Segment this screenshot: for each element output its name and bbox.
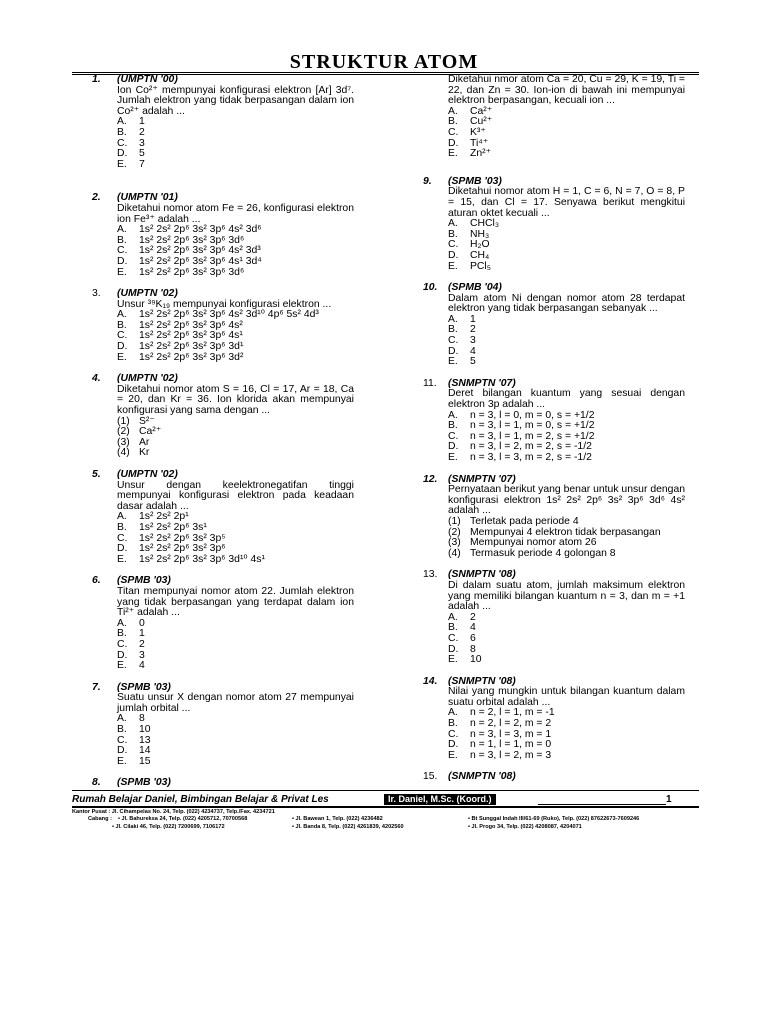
option-label: (4) [117, 447, 130, 459]
question-text: Suatu unsur X dengan nomor atom 27 mempunyai jumlah orbital ... [117, 692, 354, 714]
answer-option [448, 645, 685, 656]
question-number: 6. [92, 575, 101, 587]
question-text: Ion Co²⁺ mempunyai konfigurasi elektron [Ar] 3d⁷. Jumlah elektron yang tidak berpasangan dalam ion Co²⁺ adalah ... [117, 84, 354, 117]
answer-option [117, 746, 354, 757]
question-number: 7. [92, 681, 101, 693]
option-label: B. [448, 622, 458, 634]
question-item [92, 193, 354, 278]
option-text: 1s² 2s² 2p⁶ 3s² 3p⁶ 4s¹ 3d⁴ [139, 255, 262, 267]
option-text: n = 3, l = 1, m = 0, s = +1/2 [470, 420, 595, 432]
question-item [423, 283, 685, 368]
option-text: H₂O [470, 239, 490, 251]
option-text: Mempunyai 4 elektron tidak berpasangan [470, 526, 661, 538]
option-text: 1 [139, 628, 145, 640]
footer-divider-thick [72, 806, 699, 808]
option-label: C. [117, 638, 128, 650]
option-label: B. [117, 628, 127, 640]
option-label: E. [117, 158, 127, 170]
option-label: (4) [448, 547, 461, 559]
option-text: n = 2, l = 2, m = 2 [470, 718, 552, 730]
footer-address: • Jl. Bahureksa 24, Telp. (022) 4205712, 70700568 [118, 816, 248, 822]
option-label: (1) [117, 415, 130, 427]
option-label: D. [448, 345, 459, 357]
option-text: n = 3, l = 1, m = 2, s = +1/2 [470, 430, 595, 442]
option-label: D. [117, 543, 128, 555]
option-text: n = 3, l = 3, m = 2, s = -1/2 [470, 452, 592, 463]
question-number: 8. [92, 777, 101, 789]
option-text: Ti⁴⁺ [470, 137, 489, 149]
question-item [92, 470, 354, 565]
option-text: CH₄ [470, 249, 490, 261]
question-source: (UMPTN '02) [117, 373, 178, 385]
answer-option [448, 655, 685, 666]
question-text: Diketahui nomor atom S = 16, Cl = 17, Ar = 18, Ca = 20, dan Kr = 36. Ion klorida akan mempunyai konfigurasi yang sama dengan ... [117, 383, 354, 417]
question-number: 5. [92, 469, 101, 480]
option-text: 1s² 2s² 2p⁶ 3s² 3p⁶ 3d¹⁰ 4s¹ [139, 553, 265, 565]
answer-option [117, 427, 354, 438]
question-item [92, 374, 354, 459]
answer-option [117, 725, 354, 736]
page-title: STRUKTUR ATOM [289, 51, 479, 73]
option-label: (3) [448, 537, 461, 549]
option-text: 1s² 2s² 2p¹ [139, 511, 189, 523]
question-source: (SPMB '03) [117, 681, 171, 693]
option-label: C. [117, 245, 128, 257]
option-text: 6 [470, 632, 476, 644]
option-text: Terletak pada periode 4 [470, 515, 579, 527]
question-number: 1. [92, 74, 101, 85]
answer-option [448, 128, 685, 139]
answer-option [448, 613, 685, 624]
answer-option [117, 438, 354, 449]
option-text: 1s² 2s² 2p⁶ 3s² 3p⁶ [139, 543, 226, 555]
option-text: 8 [470, 643, 476, 655]
question-text: Unsur ³⁹K₁₉ mempunyai konfigurasi elektron ... [117, 298, 332, 310]
option-label: C. [448, 430, 459, 442]
question-text: Diketahui nmor atom Ca = 20, Cu = 29, K = 19, Ti = 22, dan Zn = 30. Ion-ion di bawah ini mempunyai elektron berpasangan, kecuali ion ... [448, 74, 685, 107]
question-text: Dalam atom Ni dengan nomor atom 28 terdapat elektron yang tidak berpasangan sebanyak ... [448, 292, 685, 315]
option-label: C. [117, 137, 128, 149]
question-source: (SPMB '03) [448, 175, 502, 187]
option-label: C. [117, 330, 128, 342]
option-label: E. [117, 755, 127, 767]
answer-option [117, 629, 354, 640]
option-text: 1 [470, 313, 476, 325]
option-text: Mempunyai nomor atom 26 [470, 537, 597, 549]
option-text: 1s² 2s² 2p⁶ 3s² 3p⁶ 4s² 3d⁶ [139, 224, 262, 236]
question-source: (SNMPTN '08) [448, 569, 516, 581]
option-label: A. [448, 707, 458, 719]
option-text: NH₃ [470, 228, 490, 240]
question-number: 12. [423, 473, 438, 485]
answer-option [117, 651, 354, 662]
answer-option [448, 549, 685, 560]
answer-option [117, 555, 354, 566]
question-text: Nilai yang mungkin untuk bilangan kuantum dalam suatu orbital adalah ... [448, 686, 685, 708]
option-text: 1s² 2s² 2p⁶ 3s² 3p⁶ 3d² [139, 351, 244, 363]
option-label: B. [117, 521, 127, 533]
option-text: 1s² 2s² 2p⁶ 3s¹ [139, 521, 207, 533]
option-label: A. [117, 617, 127, 629]
footer-institution: Rumah Belajar Daniel, Bimbingan Belajar & Privat Les [72, 794, 329, 805]
answer-option [448, 634, 685, 645]
page-number: 1 [666, 794, 672, 805]
answer-option [448, 517, 685, 528]
option-text: 2 [470, 324, 476, 336]
option-label: E. [117, 553, 127, 565]
answer-option [117, 257, 354, 268]
answer-option [448, 623, 685, 634]
answer-option [117, 128, 354, 139]
option-text: 2 [139, 638, 145, 650]
question-source: (SPMB '04) [448, 282, 502, 294]
option-label: E. [448, 654, 458, 666]
option-text: n = 3, l = 0, m = 0, s = +1/2 [470, 409, 595, 421]
answer-option [448, 357, 685, 368]
question-source: (UMPTN '00) [117, 74, 178, 85]
option-label: D. [448, 137, 459, 149]
question-source: (SNMPTN '07) [448, 473, 516, 485]
answer-option [448, 336, 685, 347]
option-text: 3 [139, 137, 145, 149]
question-text: Diketahui nomor atom H = 1, C = 6, N = 7, O = 8, P = 15, dan Cl = 17. Senyawa berikut mengkitui aturan oktet kecuali ... [448, 186, 685, 219]
option-text: Ca²⁺ [139, 426, 162, 438]
option-label: E. [117, 660, 127, 672]
answer-option [117, 139, 354, 150]
question-number: 11. [423, 377, 437, 389]
option-text: Kr [139, 447, 150, 459]
question-source: (SNMPTN '08) [448, 675, 516, 687]
question-source: (UMPTN '02) [117, 469, 178, 480]
option-label: B. [448, 420, 458, 432]
question-text: Pernyataan berikut yang benar untuk unsur dengan konfigurasi elektron 1s² 2s² 2p⁶ 3s² 3p⁶ 3d⁶ 4s² adalah ... [448, 484, 685, 517]
option-label: E. [117, 351, 127, 363]
option-label: C. [448, 239, 459, 251]
question-number: 13. [423, 569, 438, 581]
option-label: E. [448, 260, 458, 272]
question-item [92, 75, 354, 170]
option-label: C. [448, 126, 459, 138]
option-label: B. [117, 319, 127, 331]
option-text: 1s² 2s² 2p⁶ 3s² 3p⁵ [139, 532, 226, 544]
question-item [423, 677, 685, 762]
option-label: B. [117, 126, 127, 138]
option-text: Ar [139, 436, 150, 448]
answer-option [448, 251, 685, 262]
left-column [92, 75, 354, 800]
option-label: (1) [448, 515, 461, 527]
option-text: 1s² 2s² 2p⁶ 3s² 3p⁶ 3d¹ [139, 341, 244, 353]
option-text: 1s² 2s² 2p⁶ 3s² 3p⁶ 4s² 3d¹⁰ 4p⁶ 5s² 4d³ [139, 309, 319, 321]
footer-blank-line [538, 804, 666, 805]
option-label: A. [117, 116, 127, 128]
option-label: A. [117, 511, 127, 523]
answer-option [117, 160, 354, 171]
question-source: (UMPTN '01) [117, 192, 178, 204]
question-item [423, 75, 685, 160]
option-label: A. [448, 611, 458, 623]
answer-option [117, 736, 354, 747]
option-label: C. [117, 734, 128, 746]
option-label: B. [117, 234, 127, 246]
option-text: 4 [470, 345, 476, 357]
option-label: B. [448, 718, 458, 730]
question-item [423, 570, 685, 665]
footer-address: • Jl. Banda 8, Telp. (022) 4261839, 4202560 [292, 824, 404, 830]
answer-option [117, 149, 354, 160]
option-label: A. [448, 313, 458, 325]
question-number: 3. [92, 288, 101, 300]
option-text: n = 3, l = 2, m = 2, s = -1/2 [470, 441, 592, 453]
option-label: C. [117, 532, 128, 544]
question-source: (SNMPTN '08) [448, 771, 516, 783]
footer-address: • Bt Sunggal Indah III/61-69 (Ruko), Telp. (022) 87622673-7609246 [468, 816, 640, 822]
footer-address-cabang: Cabang : [88, 816, 112, 822]
option-label: (2) [117, 426, 130, 438]
footer-coordinator: Ir. Daniel, M.Sc. (Koord.) [384, 794, 496, 805]
option-text: Ca²⁺ [470, 105, 493, 117]
footer-address: • Jl. Progo 34, Telp. (022) 4208087, 4204071 [468, 824, 582, 830]
option-label: D. [117, 148, 128, 160]
option-label: D. [448, 249, 459, 261]
answer-option [448, 262, 685, 273]
option-label: D. [448, 643, 459, 655]
option-label: C. [448, 335, 459, 347]
option-text: 3 [139, 649, 145, 661]
footer-address: • Jl. Cilaki 46, Telp. (022) 7200699, 7106172 [112, 824, 225, 830]
option-text: Termasuk periode 4 golongan 8 [470, 547, 616, 559]
option-label: (2) [448, 526, 461, 538]
question-item [92, 576, 354, 671]
question-item [423, 379, 685, 464]
question-text: Titan mempunyai nomor atom 22. Jumlah elektron yang tidak berpasangan yang terdapat dalam ion Ti²⁺ adalah ... [117, 585, 354, 619]
option-text: 3 [470, 335, 476, 347]
question-text: Deret bilangan kuantum yang sesuai dengan elektron 3p adalah ... [448, 388, 685, 411]
answer-option [117, 268, 354, 279]
option-text: 2 [470, 611, 476, 623]
question-number: 9. [423, 175, 432, 187]
answer-option [117, 448, 354, 459]
question-text: Di dalam suatu atom, jumlah maksimum elektron yang memiliki bilangan kuantum n = 3, dan m = +1 adalah ... [448, 579, 685, 613]
footer-divider [72, 790, 699, 791]
option-label: E. [448, 749, 458, 761]
option-label: D. [117, 341, 128, 353]
answer-option [117, 757, 354, 768]
option-label: D. [117, 745, 128, 757]
option-label: A. [448, 409, 458, 421]
option-text: 10 [470, 654, 482, 666]
option-label: D. [117, 255, 128, 267]
option-text: K³⁺ [470, 126, 486, 138]
option-label: C. [448, 632, 459, 644]
option-label: E. [448, 356, 458, 368]
option-text: 8 [139, 713, 145, 725]
footer-address-head: Kantor Pusat : Jl. Cihampelas No. 24, Telp. (022) 4234737, Telp./Fax. 4234721 [72, 809, 275, 815]
question-item [423, 772, 685, 783]
option-text: 15 [139, 755, 151, 767]
answer-option [448, 149, 685, 160]
option-label: D. [448, 441, 459, 453]
question-item [92, 683, 354, 768]
option-text: 1s² 2s² 2p⁶ 3s² 3p⁶ 3d⁶ [139, 234, 245, 246]
question-source: (UMPTN '02) [117, 288, 178, 300]
question-text: Unsur dengan keelektronegatifan tinggi mempunyai konfigurasi elektron pada keadaan dasar adalah ... [117, 479, 354, 512]
answer-option [448, 453, 685, 464]
option-text: CHCl₃ [470, 218, 500, 230]
option-text: 4 [470, 622, 476, 634]
option-label: E. [117, 266, 127, 278]
option-text: 5 [470, 356, 476, 368]
option-label: A. [448, 105, 458, 117]
option-text: 0 [139, 617, 145, 629]
option-label: B. [448, 228, 458, 240]
question-number: 15. [423, 771, 438, 783]
option-label: (3) [117, 436, 130, 448]
option-label: A. [117, 224, 127, 236]
option-text: 1s² 2s² 2p⁶ 3s² 3p⁶ 4s² [139, 319, 243, 331]
question-text: Diketahui nomor atom Fe = 26, konfigurasi elektron ion Fe³⁺ adalah ... [117, 202, 354, 225]
option-label: D. [117, 649, 128, 661]
option-label: B. [448, 116, 458, 128]
question-source: (SPMB '03) [117, 777, 171, 789]
question-number: 10. [423, 282, 438, 294]
option-text: Zn²⁺ [470, 148, 492, 160]
answer-option [117, 353, 354, 364]
question-number: 14. [423, 675, 438, 687]
answer-option [117, 640, 354, 651]
question-item [92, 778, 354, 789]
option-label: E. [448, 452, 458, 463]
option-label: C. [448, 728, 459, 740]
answer-option [117, 619, 354, 630]
option-text: 1 [139, 116, 145, 128]
answer-option [448, 347, 685, 358]
question-item [423, 177, 685, 272]
option-text: 1s² 2s² 2p⁶ 3s² 3p⁶ 4s¹ [139, 330, 243, 342]
option-label: B. [117, 724, 127, 736]
option-label: A. [117, 309, 127, 321]
option-label: B. [448, 324, 458, 336]
option-text: 7 [139, 158, 145, 170]
question-source: (SNMPTN '07) [448, 377, 516, 389]
option-text: 5 [139, 148, 145, 160]
option-text: Cu²⁺ [470, 116, 493, 128]
option-label: E. [448, 148, 458, 160]
option-label: D. [448, 739, 459, 751]
answer-option [117, 714, 354, 725]
option-label: A. [117, 713, 127, 725]
option-text: 4 [139, 660, 145, 672]
answer-option [117, 523, 354, 534]
option-text: 10 [139, 724, 151, 736]
question-number: 2. [92, 192, 101, 204]
option-text: n = 1, l = 1, m = 0 [470, 739, 552, 751]
option-text: 1s² 2s² 2p⁶ 3s² 3p⁶ 4s² 3d³ [139, 245, 261, 257]
footer-address: • Jl. Bawean 1, Telp. (022) 4236482 [292, 816, 383, 822]
option-label: A. [448, 218, 458, 230]
option-text: S²⁻ [139, 415, 155, 427]
answer-option [448, 315, 685, 326]
option-text: 13 [139, 734, 151, 746]
right-column [423, 75, 685, 794]
option-text: 1s² 2s² 2p⁶ 3s² 3p⁶ 3d⁶ [139, 266, 245, 278]
answer-option [448, 751, 685, 762]
option-text: 2 [139, 126, 145, 138]
option-text: 14 [139, 745, 151, 757]
answer-option [117, 117, 354, 128]
question-number: 4. [92, 373, 101, 385]
question-item [423, 475, 685, 560]
option-text: n = 2, l = 1, m = -1 [470, 707, 555, 719]
question-item [92, 289, 354, 363]
option-text: n = 3, l = 3, m = 1 [470, 728, 552, 740]
question-source: (SPMB '03) [117, 575, 171, 587]
answer-option [117, 661, 354, 672]
option-text: n = 3, l = 2, m = 3 [470, 749, 552, 761]
option-text: PCl₅ [470, 260, 491, 272]
answer-option [448, 325, 685, 336]
